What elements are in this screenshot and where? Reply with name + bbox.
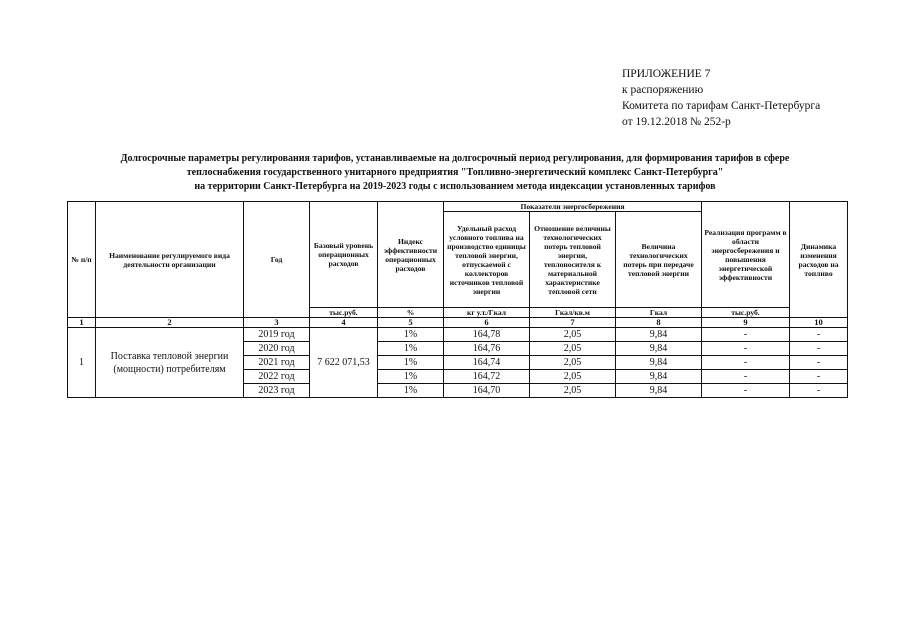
table-row: [68, 328, 848, 342]
cell-programs: -: [702, 384, 790, 398]
cell-fuel-dynamics: -: [790, 356, 848, 370]
cell-fuel-rate: 164,74: [444, 356, 530, 370]
header-fuel-rate: Удельный расход условного топлива на производство единицы тепловой энергии, отпускаемой с коллекторов источников тепловой энергии: [444, 212, 530, 308]
header-fuel-dynamics: Динамика изменения расходов на топливо: [790, 202, 848, 318]
header-energy-saving-group: Показатели энергосбережения: [444, 202, 702, 212]
cell-efficiency-index: 1%: [378, 356, 444, 370]
appendix-committee: Комитета по тарифам Санкт-Петербурга: [622, 100, 821, 112]
cell-year: 2022 год: [244, 370, 310, 384]
cell-efficiency-index: 1%: [378, 370, 444, 384]
cell-tech-losses: 9,84: [616, 356, 702, 370]
cell-programs: -: [702, 370, 790, 384]
cell-fuel-rate: 164,72: [444, 370, 530, 384]
cell-programs: -: [702, 328, 790, 342]
column-number: 8: [616, 318, 702, 328]
cell-efficiency-index: 1%: [378, 342, 444, 356]
cell-fuel-dynamics: -: [790, 342, 848, 356]
cell-fuel-rate: 164,78: [444, 328, 530, 342]
document-title: [60, 152, 850, 194]
cell-year: 2021 год: [244, 356, 310, 370]
unit-efficiency-index: %: [378, 308, 444, 318]
column-number: 10: [790, 318, 848, 328]
cell-year: 2019 год: [244, 328, 310, 342]
cell-programs: -: [702, 356, 790, 370]
column-number: 3: [244, 318, 310, 328]
header-programs: Реализация программ в области энергосбережения и повышения энергетической эффективности: [702, 202, 790, 308]
column-number: 7: [530, 318, 616, 328]
unit-programs: тыс.руб.: [702, 308, 790, 318]
header-tech-losses: Величина технологических потерь при передаче тепловой энергии: [616, 212, 702, 308]
unit-tech-losses: Гкал: [616, 308, 702, 318]
header-loss-ratio: Отношение величины технологических потерь тепловой энергии, теплоносителя к материальной характеристике тепловой сети: [530, 212, 616, 308]
cell-loss-ratio: 2,05: [530, 356, 616, 370]
column-number: 6: [444, 318, 530, 328]
cell-tech-losses: 9,84: [616, 342, 702, 356]
cell-loss-ratio: 2,05: [530, 342, 616, 356]
header-efficiency-index: Индекс эффективности операционных расходов: [378, 202, 444, 308]
column-number-row: [68, 318, 848, 328]
title-line-1: Долгосрочные параметры регулирования тарифов, устанавливаемые на долгосрочный период регулирования, для формирования тарифов в сфере: [120, 153, 790, 164]
cell-fuel-dynamics: -: [790, 384, 848, 398]
unit-base-opex: тыс.руб.: [310, 308, 378, 318]
unit-fuel-rate: кг у.т./Гкал: [444, 308, 530, 318]
column-number: 4: [310, 318, 378, 328]
tariff-parameters-table: [67, 201, 848, 398]
cell-loss-ratio: 2,05: [530, 370, 616, 384]
column-number: 9: [702, 318, 790, 328]
header-base-opex: Базовый уровень операционных расходов: [310, 202, 378, 308]
cell-efficiency-index: 1%: [378, 328, 444, 342]
cell-loss-ratio: 2,05: [530, 384, 616, 398]
cell-base-opex: 7 622 071,53: [310, 328, 378, 398]
cell-programs: -: [702, 342, 790, 356]
cell-fuel-rate: 164,76: [444, 342, 530, 356]
cell-fuel-dynamics: -: [790, 370, 848, 384]
header-org: Наименование регулируемого вида деятельности организации: [96, 202, 244, 318]
cell-year: 2023 год: [244, 384, 310, 398]
unit-loss-ratio: Гкал/кв.м: [530, 308, 616, 318]
cell-tech-losses: 9,84: [616, 370, 702, 384]
header-num: № п/п: [68, 202, 96, 318]
cell-loss-ratio: 2,05: [530, 328, 616, 342]
cell-fuel-rate: 164,70: [444, 384, 530, 398]
org-activity-name: Поставка тепловой энергии (мощности) потребителям: [96, 328, 244, 398]
cell-tech-losses: 9,84: [616, 384, 702, 398]
cell-efficiency-index: 1%: [378, 384, 444, 398]
column-number: 2: [96, 318, 244, 328]
column-number: 1: [68, 318, 96, 328]
appendix-header: [622, 66, 820, 130]
appendix-order-ref: к распоряжению: [622, 84, 704, 96]
header-year: Год: [244, 202, 310, 318]
cell-fuel-dynamics: -: [790, 328, 848, 342]
column-number: 5: [378, 318, 444, 328]
cell-year: 2020 год: [244, 342, 310, 356]
title-line-3: на территории Санкт-Петербурга на 2019-2023 годы с использованием метода индексации установленных тарифов: [194, 181, 716, 192]
row-number: 1: [68, 328, 96, 398]
cell-tech-losses: 9,84: [616, 328, 702, 342]
title-line-2: теплоснабжения государственного унитарного предприятия "Топливно-энергетический комплекс Санкт-Петербурга": [186, 167, 724, 178]
appendix-label: ПРИЛОЖЕНИЕ 7: [622, 68, 711, 80]
appendix-date-number: от 19.12.2018 № 252-р: [622, 116, 731, 128]
